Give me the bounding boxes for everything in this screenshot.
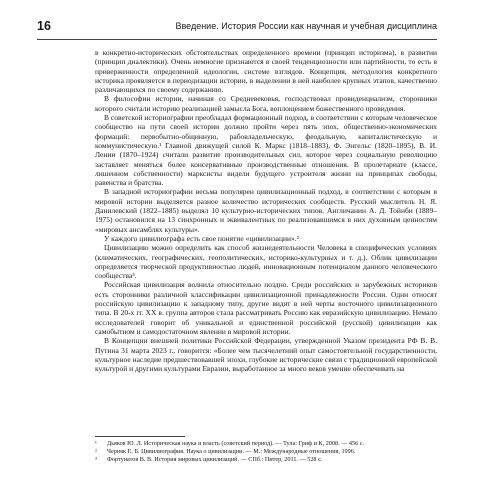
footnote-number: ³ (95, 456, 97, 464)
paragraph-2: В философии истории, начиная со Средневековья, господствовал провиденциализм, сторонники которого считали историю реализацией замысла Бога, воплощением божественного провидения. (95, 94, 437, 113)
page-header (37, 13, 437, 40)
footnote-text: Фортунатов В. В. История мировых цивилизаций. — СПб.: Питер, 2011. — 528 с. (107, 456, 323, 464)
footnote-2 (95, 448, 437, 456)
footnote-3 (95, 456, 437, 464)
paragraph-1: в конкретно-исторических обстоятельствах определенного времени (принцип историзма), в развитии (принцип диалектики). Очень немногие признаются в своей тенденциозности или партийности, то есть в приверженности определенной идеологии, системе взглядов. Концепция, методология конкретного историка проявляется в периодизации истории, в выделении в ней наиболее крупных этапов, качественно различающихся по своему содержанию. (95, 48, 437, 95)
paragraph-4: В западной историографии весьма популярен цивилизационный подход, в соответствии с которым в мировой истории выделяется разное количество исторических сообществ. Русский мыслитель Н. Я. Данилевский (1822–1885) выделял 10 культурно-исторических типов. Англичанин А. Д. Тойнби (1889–1975) остановился на 13 синхронных и эквивалентных по реализовавшимся в них духовным ценностям «мировых ансамблях культуры». (95, 187, 437, 234)
footnote-text: Черняк Е. Б. Цивилиография. Наука о цивилизации. — М.: Международные отношения, 1996. (107, 448, 356, 456)
footnote-1 (95, 440, 437, 448)
paragraph-8: В Концепции внешней политики Российской Федерации, утвержденной Указом президента РФ В. В. Путина 31 марта 2023 г., говорится: «Более чем тысячелетний опыт самостоятельной государственности, культурное наследие предшествовавшей эпохи, глубокие исторические связи с традиционной европейской культурой и другими культурами Евразии, выработанное за много веков умение обеспечивать на (95, 336, 437, 374)
footnote-rule (95, 436, 185, 437)
footnotes (95, 436, 437, 465)
footnote-number: ¹ (95, 440, 97, 447)
page-number: 16 (37, 19, 51, 33)
body-text (95, 48, 437, 373)
footnote-text: Дьяков Ю. Л. Историческая наука и власть (советский период). — Тула: Гриф и К, 2008. — 456 с. (107, 440, 365, 447)
paragraph-6: Цивилизацию можно определить как способ жизнедеятельности Человека в специфических условиях (климатических, географических, геополитических, историко-культурных и т. д.). Облик цивилизации определяется творческой продуктивностью людей, инновационным потенциалом данного человеческого сообщества³. (95, 243, 437, 281)
paragraph-5: У каждого цивилиографа есть свое понятие «цивилизации».² (104, 233, 299, 243)
paragraph-7: Российская цивилизация волнила относительно поздно. Среди российских и зарубежных историков есть сторонники различной классификации цивилизационной принадлежности России. Одни относят российскую цивилизацию к западному типу, другие видят в ней черты восточного цивилизационного типа. В 20-х гг. XX в. группа авторов стала рассматривать Россию как евразийскую цивилизацию. Немало исследователей говорит об уникальной и единственной российской (русской) цивилизации как самобытном и самодостаточном явлении в мировой истории. (95, 280, 437, 336)
running-head: Введение. История России как научная и учебная дисциплина (175, 21, 437, 31)
footnote-number: ² (95, 448, 97, 456)
paragraph-3: В советской историографии преобладал формационный подход, в соответствии с которым человеческое сообщество на пути своей истории должно пройти через пять эпох, общественно-экономических формаций: первобытно-общинную, рабовладельческую, феодальную, капиталистическую и коммунистическую.¹ Главной движущей силой К. Маркс (1818–1883), Ф. Энгельс (1820–1895), В. И. Ленин (1870–1924) считали развитие производительных сил, которое через социальную революцию заставляет меняться более консервативные производственные отношения. В пролетариате (классе, лишенном собственности) марксисты видели будущего устроителя жизни на принципах свободы, равенства и братства. (95, 113, 437, 188)
